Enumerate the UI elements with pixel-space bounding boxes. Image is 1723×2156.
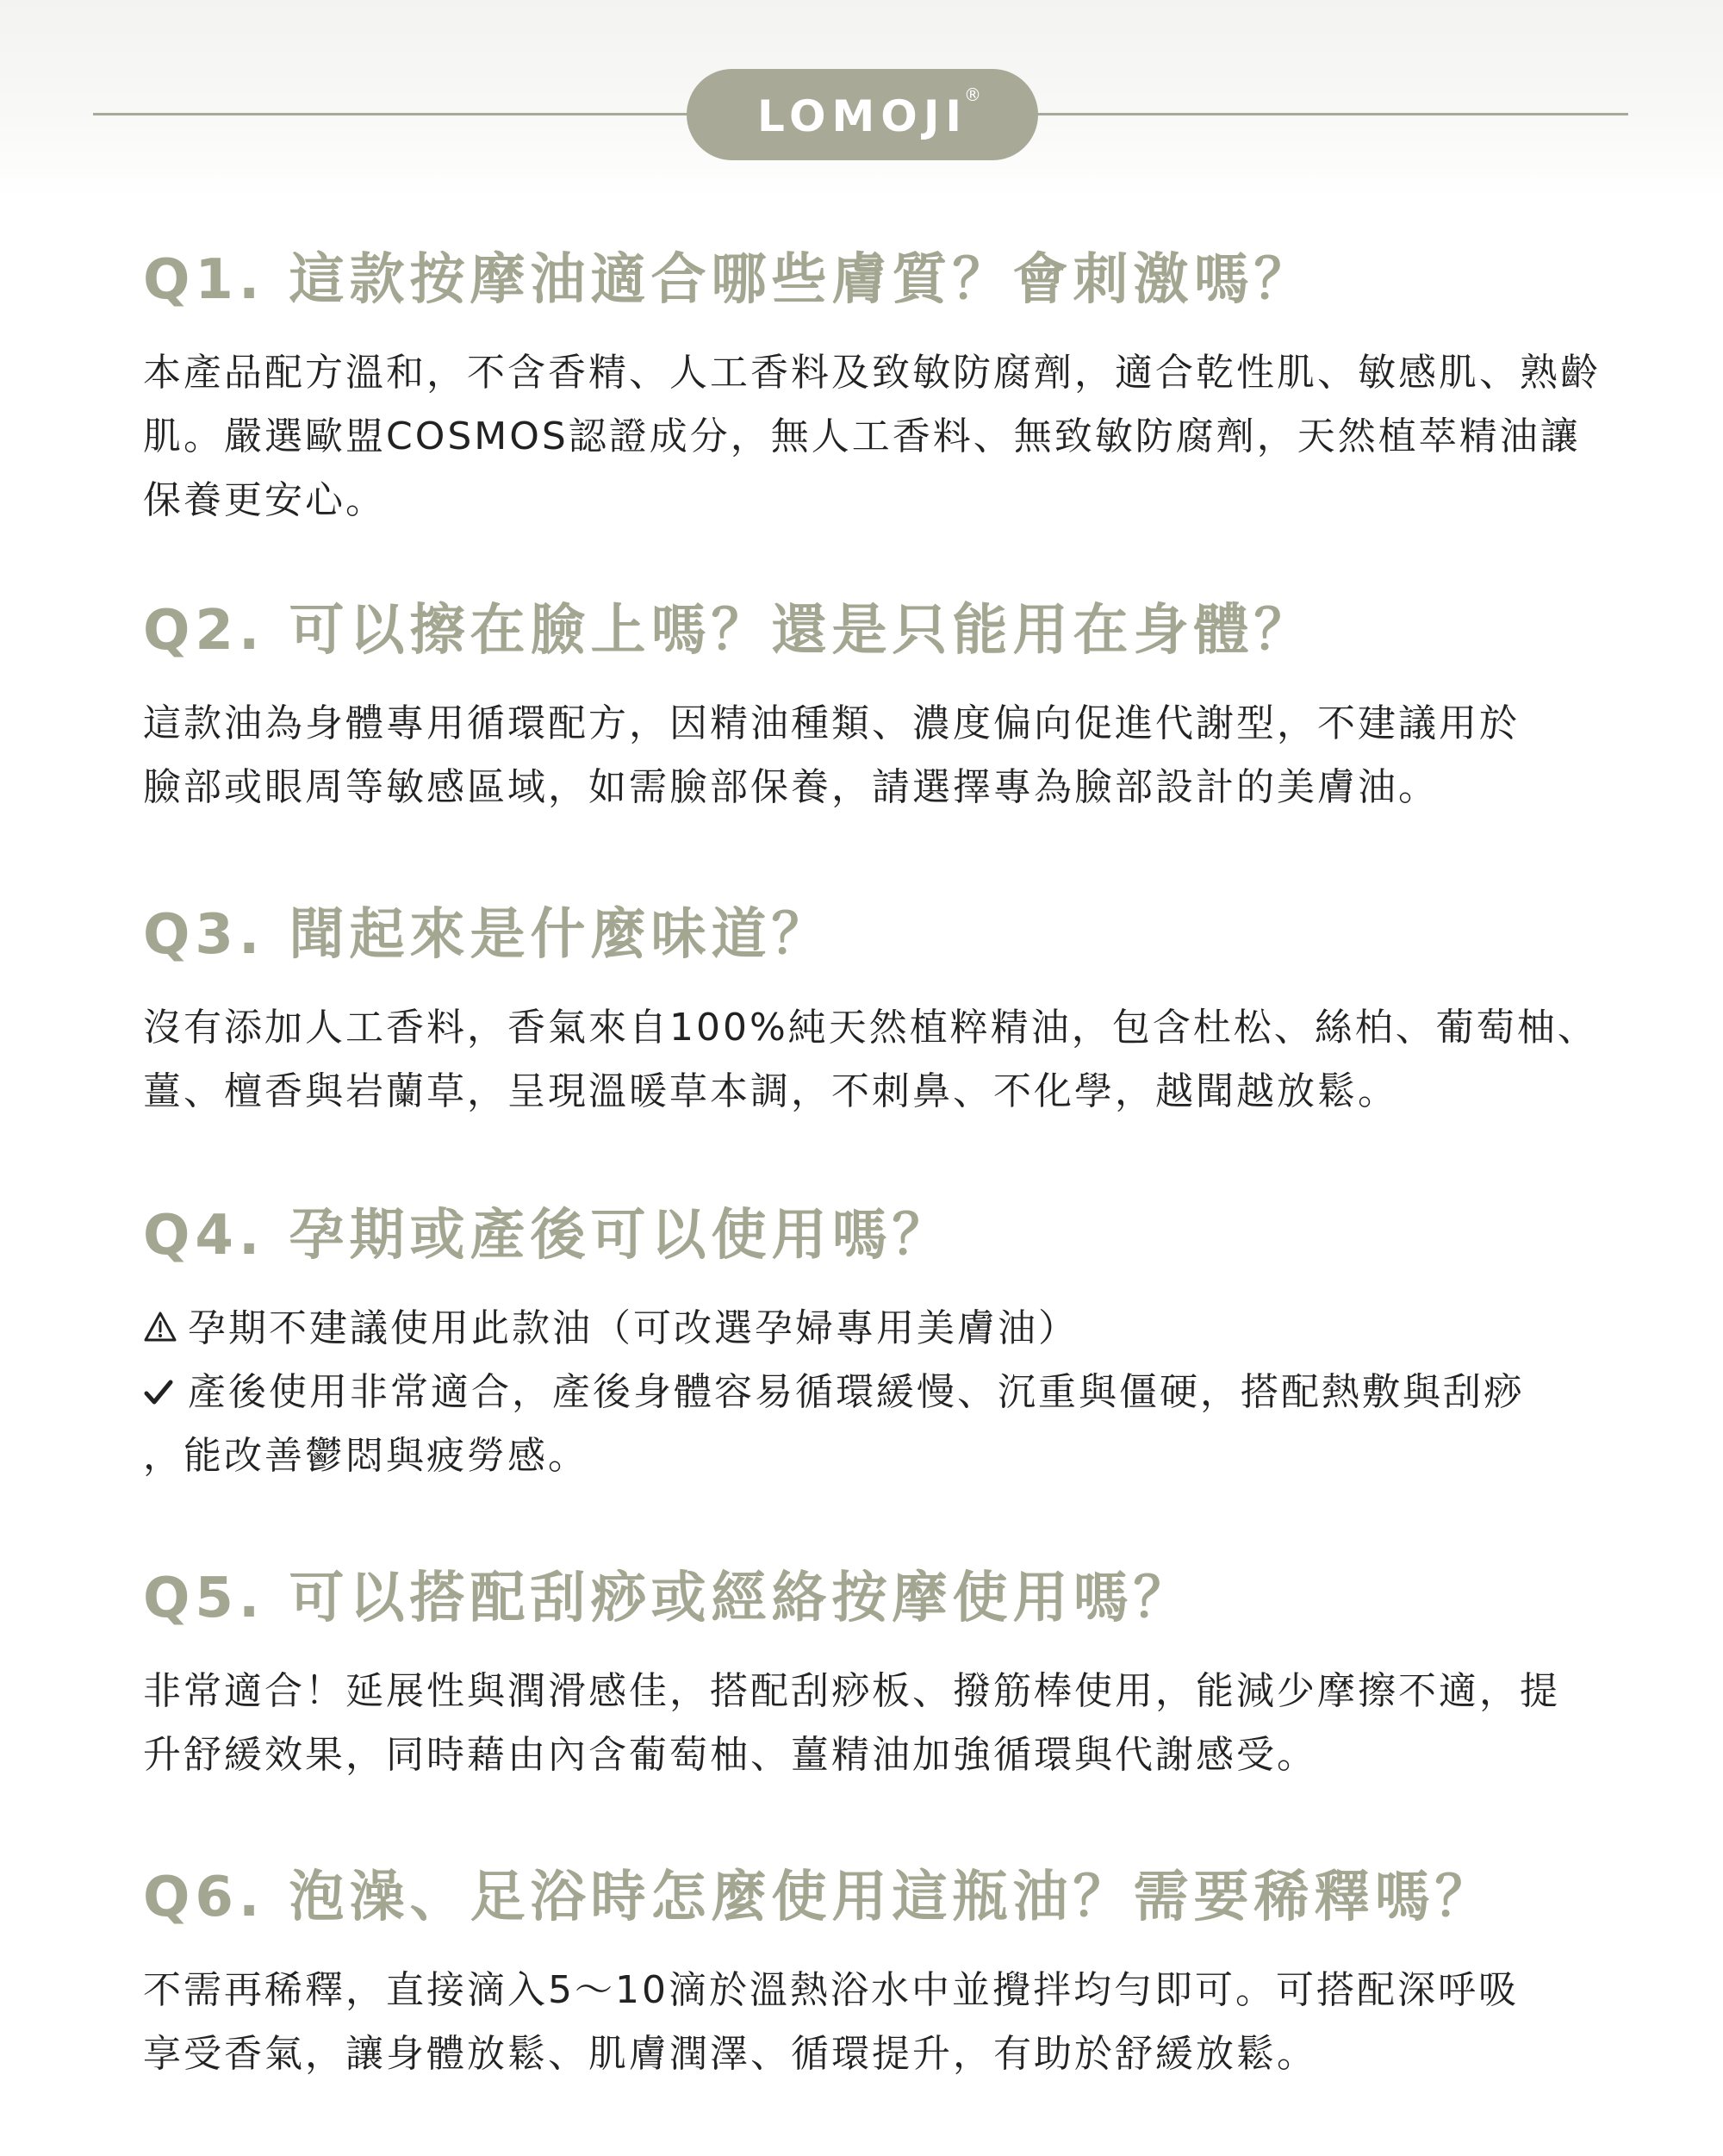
faq-item-4	[143, 1197, 1608, 1488]
faq-answer-line: 薑、檀香與岩蘭草，呈現溫暖草本調，不刺鼻、不化學，越聞越放鬆。	[143, 1069, 1398, 1113]
faq-question: Q4. 孕期或產後可以使用嗎？	[143, 1204, 953, 1268]
faq-item-5	[143, 1560, 1608, 1787]
faq-answer-line: 保養更安心。	[143, 478, 386, 522]
faq-question: Q3. 聞起來是什麼味道？	[143, 903, 832, 967]
warning-text: 孕期不建議使用此款油（可改選孕婦專用美膚油）	[188, 1306, 1079, 1350]
faq-answer-line: 臉部或眼周等敏感區域，如需臉部保養，請選擇專為臉部設計的美膚油。	[143, 765, 1439, 809]
faq-question: Q5. 可以搭配刮痧或經絡按摩使用嗎？	[143, 1567, 1194, 1630]
faq-question: Q1. 這款按摩油適合哪些膚質？會刺激嗎？	[143, 248, 1315, 312]
faq-answer	[143, 1959, 1608, 2086]
faq-answer-line: 不需再稀釋，直接滴入5～10滴於溫熱浴水中並攪拌均勻即可。可搭配深呼吸	[143, 1968, 1519, 2012]
faq-answer-line: 享受香氣，讓身體放鬆、肌膚潤澤、循環提升，有助於舒緩放鬆。	[143, 2032, 1317, 2076]
faq-answer-line: 本產品配方溫和，不含香精、人工香料及致敏防腐劑，適合乾性肌、敏感肌、熟齡	[143, 351, 1601, 395]
faq-item-2	[143, 592, 1608, 819]
faq-answer-line: 非常適合！延展性與潤滑感佳，搭配刮痧板、撥筋棒使用，能減少摩擦不適，提	[143, 1669, 1560, 1713]
warning-icon	[143, 1297, 188, 1361]
faq-answer-line: 這款油為身體專用循環配方，因精油種類、濃度偏向促進代謝型，不建議用於	[143, 701, 1520, 745]
brand-logo-text: LOMOJI	[756, 91, 968, 141]
faq-answer	[143, 341, 1608, 533]
faq-item-1	[143, 241, 1608, 533]
header-divider-right	[1032, 113, 1628, 115]
check-line	[143, 1361, 1608, 1424]
faq-answer	[143, 996, 1608, 1124]
brand-header	[0, 0, 1723, 198]
faq-answer	[143, 692, 1608, 819]
faq-answer	[143, 1660, 1608, 1787]
faq-answer-line: 肌。嚴選歐盟COSMOS認證成分，無人工香料、無致敏防腐劑，天然植萃精油讓	[143, 414, 1581, 458]
check-line-continued: ，能改善鬱悶與疲勞感。	[143, 1434, 588, 1478]
registered-mark: ®	[964, 84, 981, 105]
faq-item-6	[143, 1859, 1608, 2086]
faq-item-3	[143, 896, 1608, 1124]
faq-answer-line: 沒有添加人工香料，香氣來自100%純天然植粹精油，包含杜松、絲柏、葡萄柚、	[143, 1006, 1598, 1050]
check-icon	[143, 1361, 188, 1424]
faq-answer-line: 升舒緩效果，同時藉由內含葡萄柚、薑精油加強循環與代謝感受。	[143, 1733, 1317, 1777]
faq-answer	[143, 1297, 1608, 1488]
header-divider-left	[93, 113, 696, 115]
faq-question: Q6. 泡澡、足浴時怎麼使用這瓶油？需要稀釋嗎？	[143, 1866, 1496, 1929]
warning-line	[143, 1297, 1608, 1361]
faq-question: Q2. 可以擦在臉上嗎？還是只能用在身體？	[143, 599, 1315, 663]
check-text: 產後使用非常適合，產後身體容易循環緩慢、沉重與僵硬，搭配熱敷與刮痧	[188, 1370, 1524, 1414]
brand-logo	[687, 69, 1038, 160]
